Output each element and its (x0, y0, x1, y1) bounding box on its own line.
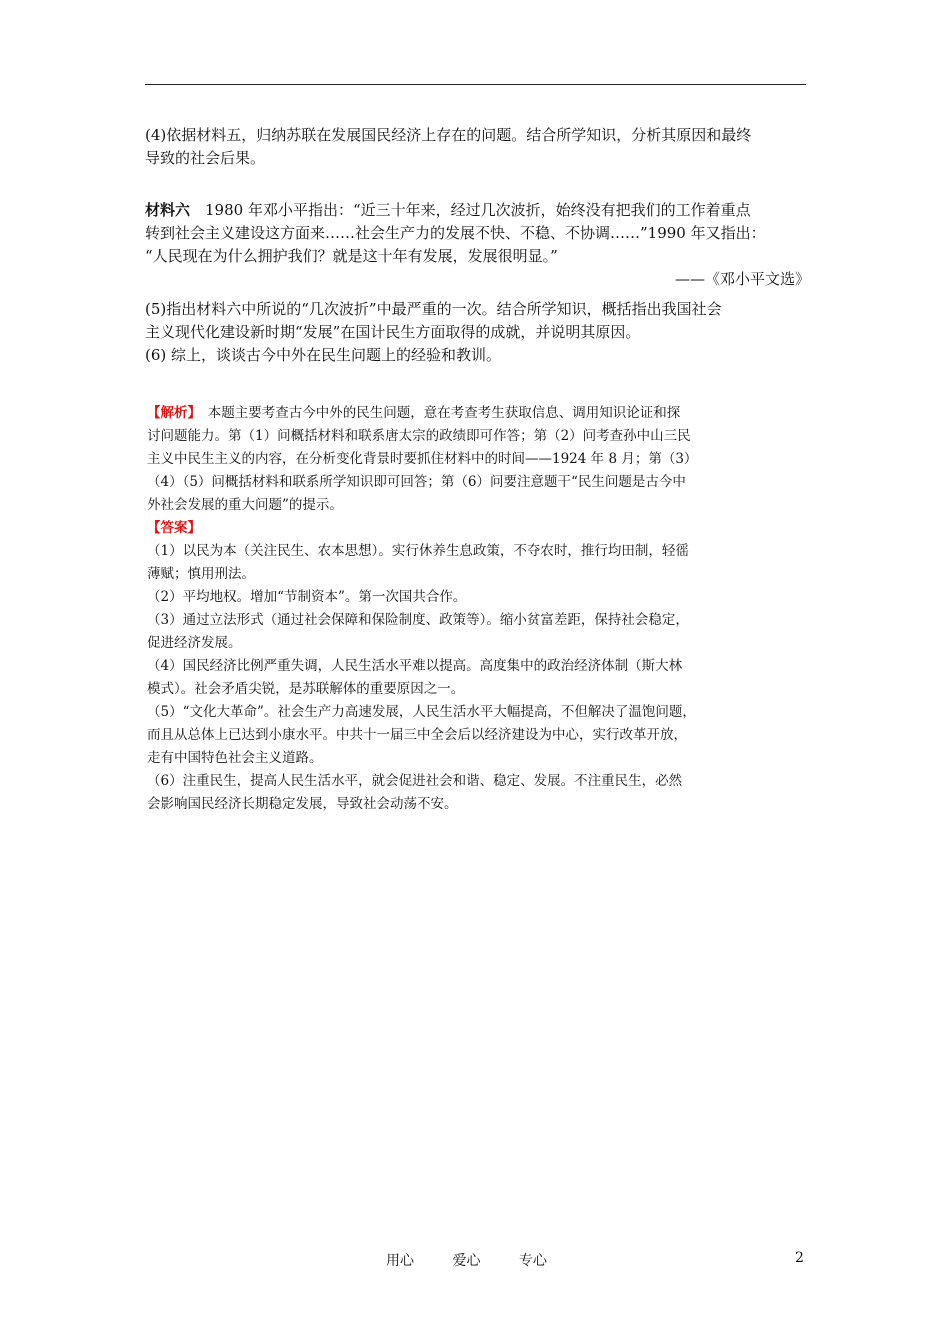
material-6-line: “人民现在为什么拥护我们？就是这十年有发展，发展很明显。” (145, 247, 558, 265)
answer-line: （6）注重民生，提高人民生活水平，就会促进社会和谐、稳定、发展。不注重民生，必然 (147, 773, 683, 789)
material-6 (145, 199, 810, 291)
answer-line: （1）以民为本（关注民生、农本思想）。实行休养生息政策，不夺农时，推行均田制，轻徭 (147, 543, 689, 559)
footer-word: 爱心 (452, 1253, 481, 1269)
material-6-source: ——《邓小平文选》 (674, 270, 810, 288)
analysis-section (147, 402, 777, 816)
material-6-label: 材料六 (145, 201, 191, 219)
material-6-line: 转到社会主义建设这方面来……社会生产力的发展不快、不稳、不协调……”1990 年又指出： (145, 224, 766, 242)
answer-line: 走有中国特色社会主义道路。 (147, 750, 323, 766)
analysis-tag: 【解析】 (147, 405, 195, 421)
question-4 (145, 124, 810, 170)
question-4-line: (4)依据材料五，归纳苏联在发展国民经济上存在的问题。结合所学知识，分析其原因和最终 (145, 126, 752, 144)
answer-line: 模式）。社会矛盾尖锐，是苏联解体的重要原因之一。 (147, 681, 465, 697)
analysis-line: （4）（5）问概括材料和联系所学知识即可回答；第（6）问要注意题干“民生问题是古今中 (147, 474, 686, 490)
analysis-line (147, 402, 777, 425)
question-5 (145, 298, 810, 367)
material-6-line (145, 199, 810, 222)
question-4-line: 导致的社会后果。 (145, 149, 266, 167)
analysis-line: 主义中民生主义的内容，在分析变化背景时要抓住材料中的时间——1924 年 8 月；第（3） (147, 451, 698, 467)
question-5-line: 主义现代化建设新时期“发展”在国计民生方面取得的成就，并说明其原因。 (145, 323, 641, 341)
analysis-text: 本题主要考查古今中外的民生问题，意在考查考生获取信息、调用知识论证和探 (194, 405, 681, 421)
answer-line: （3）通过立法形式（通过社会保障和保险制度、政策等）。缩小贫富差距，保持社会稳定， (147, 612, 689, 628)
footer-word: 用心 (386, 1253, 414, 1269)
material-6-text: 1980 年邓小平指出：“近三十年来，经过几次波折，始终没有把我们的工作着重点 (190, 201, 751, 219)
answer-tag: 【答案】 (147, 520, 201, 536)
answer-line: 薄赋；慎用刑法。 (147, 566, 255, 582)
question-5-line: (5)指出材料六中所说的“几次波折”中最严重的一次。结合所学知识，概括指出我国社会 (145, 300, 722, 318)
footer-word: 专心 (518, 1253, 547, 1269)
answer-line: 而且从总体上已达到小康水平。中共十一届三中全会后以经济建设为中心，实行改革开放， (147, 727, 687, 743)
page-number: 2 (795, 1250, 804, 1266)
answer-line: （2）平均地权。增加“节制资本”。第一次国共合作。 (147, 589, 467, 605)
answer-line: （5）“文化大革命”。社会生产力高速发展，人民生活水平大幅提高，不但解决了温饱问题， (147, 704, 696, 720)
answer-line: （4）国民经济比例严重失调，人民生活水平难以提高。高度集中的政治经济体制（斯大林 (147, 658, 683, 674)
answer-line: 促进经济发展。 (147, 635, 242, 651)
question-6: (6) 综上，谈谈古今中外在民生问题上的经验和教训。 (145, 346, 502, 364)
answer-line: 会影响国民经济长期稳定发展，导致社会动荡不安。 (147, 796, 458, 812)
footer-motto (386, 1250, 581, 1270)
header-rule (145, 84, 806, 85)
analysis-line: 讨问题能力。第（1）问概括材料和联系唐太宗的政绩即可作答；第（2）问考查孙中山三民 (147, 428, 691, 444)
analysis-line: 外社会发展的重大问题”的提示。 (147, 497, 343, 513)
